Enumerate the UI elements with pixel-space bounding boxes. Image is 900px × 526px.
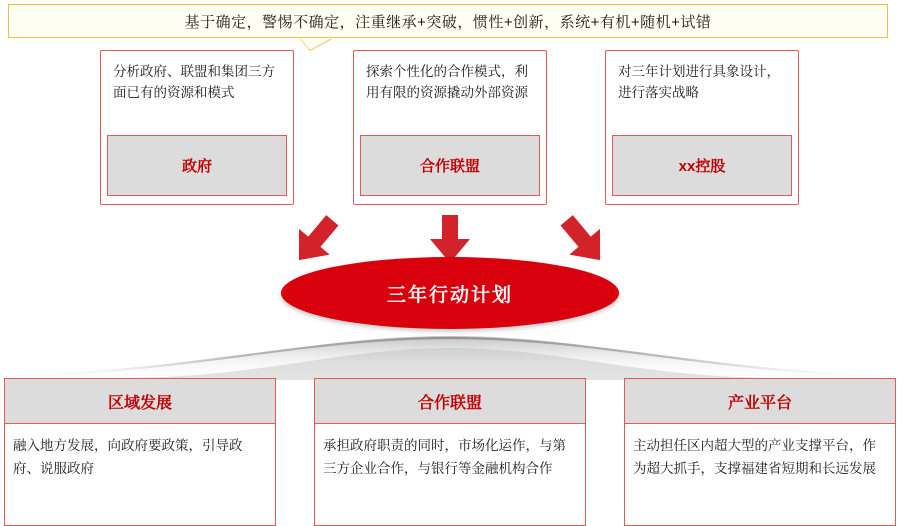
top-card-alliance-description: 探索个性化的合作模式，利用有限的资源撬动外部资源	[366, 64, 528, 100]
top-card-alliance-label: 合作联盟	[419, 158, 480, 175]
top-card-government-band	[107, 135, 287, 196]
top-card-alliance-band	[360, 135, 540, 196]
header-banner	[8, 4, 888, 38]
top-card-holding-description: 对三年计划进行具象设计，进行落实战略	[618, 64, 780, 100]
top-card-holding-band	[612, 135, 792, 196]
bottom-card-industry-platform[interactable]	[624, 378, 896, 526]
top-card-government-description: 分析政府、联盟和集团三方面已有的资源和模式	[113, 64, 275, 100]
bottom-card-regional-development-header	[5, 379, 275, 424]
bottom-card-industry-platform-description: 主动担任区内超大型的产业支撑平台，作为超大抓手，支撑福建省短期和长远发展	[633, 438, 876, 476]
bottom-card-cooperation-alliance-title: 合作联盟	[417, 394, 482, 412]
top-card-holding-label: xx控股	[678, 158, 726, 175]
top-card-government[interactable]	[100, 50, 294, 205]
bottom-card-cooperation-alliance[interactable]	[314, 378, 586, 526]
bottom-card-regional-development[interactable]	[4, 378, 276, 526]
bottom-card-cooperation-alliance-description: 承担政府职责的同时，市场化运作，与第三方企业合作，与银行等金融机构合作	[323, 438, 566, 476]
bottom-card-regional-development-description: 融入地方发展，向政府要政策，引导政府、说服政府	[13, 438, 243, 476]
bottom-card-industry-platform-header	[625, 379, 895, 424]
central-ellipse-label: 三年行动计划	[386, 284, 513, 306]
bottom-card-industry-platform-title: 产业平台	[727, 394, 792, 412]
central-ellipse-three-year-plan[interactable]	[281, 257, 619, 329]
arrow-down-right-icon	[552, 212, 616, 270]
header-banner-text: 基于确定，警惕不确定，注重继承+突破，惯性+创新，系统+有机+随机+试错	[184, 13, 712, 31]
top-card-alliance[interactable]	[353, 50, 547, 205]
arrow-down-left-icon	[283, 212, 347, 270]
decorative-sweep	[0, 330, 900, 380]
bottom-card-cooperation-alliance-header	[315, 379, 585, 424]
top-card-holding[interactable]	[605, 50, 799, 205]
banner-pointer	[300, 38, 332, 50]
bottom-card-regional-development-title: 区域发展	[107, 394, 172, 412]
top-card-government-label: 政府	[181, 158, 212, 175]
